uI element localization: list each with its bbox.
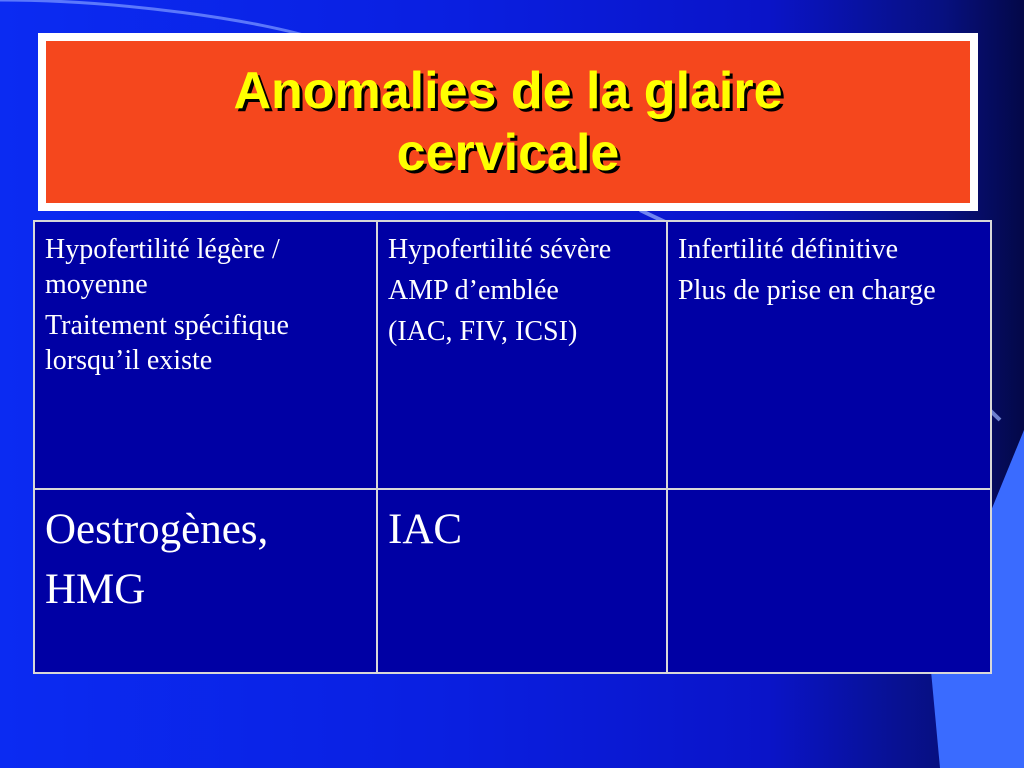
title-box (46, 41, 970, 203)
table-row (34, 489, 991, 673)
slide-title: Anomalies de la glaire cervicale (233, 62, 783, 182)
table-cell-treatment-3 (667, 489, 991, 673)
table-cell-severe (377, 221, 667, 489)
cell-text: Traitement spécifique lorsqu’il existe (45, 310, 289, 376)
table-row (34, 221, 991, 489)
cell-text: IAC (388, 506, 463, 553)
table-cell-mild (34, 221, 377, 489)
table-cell-treatment-2 (377, 489, 667, 673)
cell-text: Hypofertilité sévère (388, 234, 612, 265)
title-frame (38, 33, 978, 211)
comparison-table (33, 220, 992, 674)
cell-text: (IAC, FIV, ICSI) (388, 316, 578, 347)
cell-text: Plus de prise en charge (678, 275, 936, 306)
cell-text: AMP d’emblée (388, 275, 559, 306)
cell-text: Oestrogènes, HMG (45, 506, 269, 613)
cell-text: Hypofertilité légère / moyenne (45, 234, 280, 300)
table-cell-treatment-1 (34, 489, 377, 673)
cell-text: Infertilité définitive (678, 234, 899, 265)
table-cell-definitive (667, 221, 991, 489)
